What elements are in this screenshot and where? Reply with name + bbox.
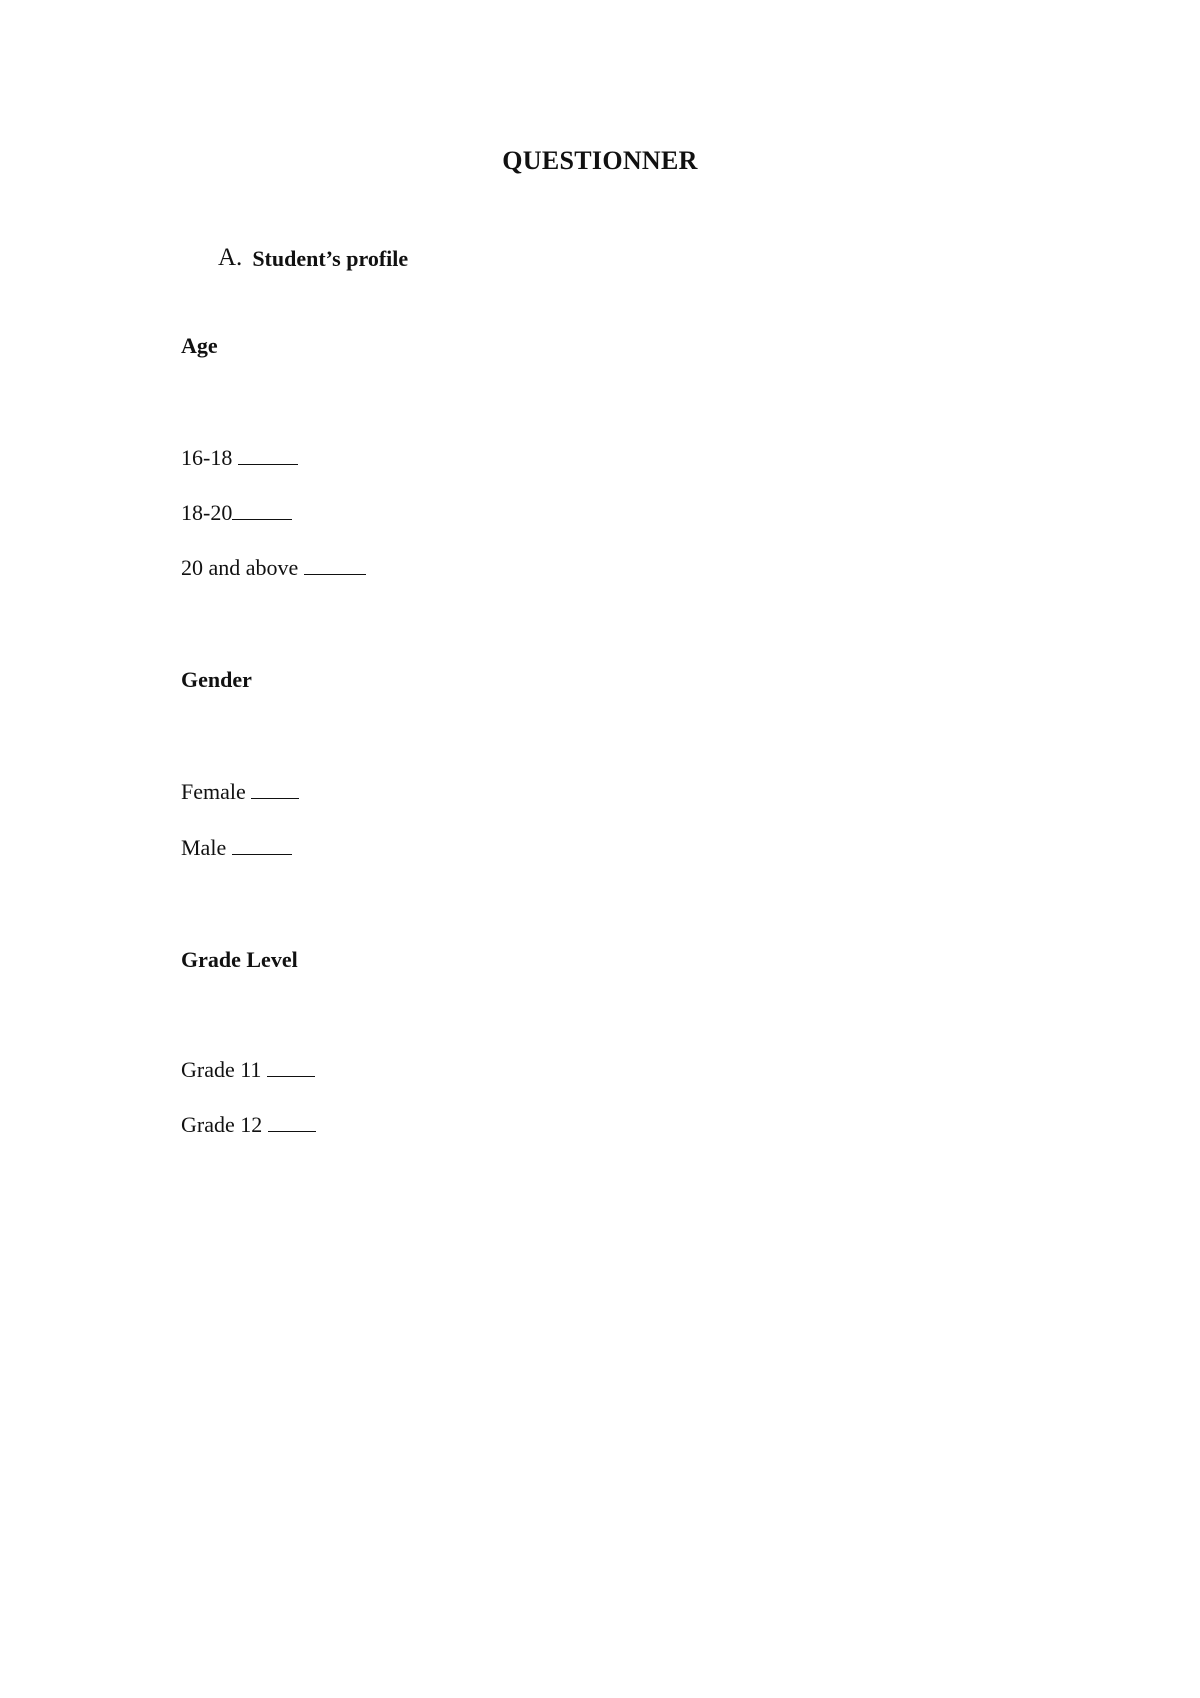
option-label: Female <box>181 779 246 804</box>
option-label: 20 and above <box>181 555 299 580</box>
grade-option-11 <box>181 1056 315 1083</box>
answer-blank[interactable] <box>267 1056 315 1077</box>
answer-blank[interactable] <box>251 778 299 799</box>
option-label: Grade 11 <box>181 1057 262 1082</box>
age-option-18-20 <box>181 499 292 526</box>
age-option-20-above <box>181 554 366 581</box>
answer-blank[interactable] <box>268 1111 316 1132</box>
grade-option-12 <box>181 1111 316 1138</box>
answer-blank[interactable] <box>304 554 366 575</box>
section-heading <box>218 246 408 274</box>
section-label: Student’s profile <box>252 246 409 271</box>
answer-blank[interactable] <box>238 444 298 465</box>
option-label: 18-20 <box>181 500 233 525</box>
option-label: 16-18 <box>181 445 233 470</box>
option-label: Grade 12 <box>181 1112 263 1137</box>
grade-level-label: Grade Level <box>181 947 298 972</box>
gender-label: Gender <box>181 667 252 692</box>
section-letter: A. <box>218 244 243 271</box>
age-label: Age <box>181 333 218 358</box>
answer-blank[interactable] <box>232 834 292 855</box>
gender-option-female <box>181 778 299 805</box>
gender-option-male <box>181 834 292 861</box>
document-title: QUESTIONNER <box>502 146 698 175</box>
answer-blank[interactable] <box>232 499 292 520</box>
age-option-16-18 <box>181 444 298 471</box>
option-label: Male <box>181 835 227 860</box>
